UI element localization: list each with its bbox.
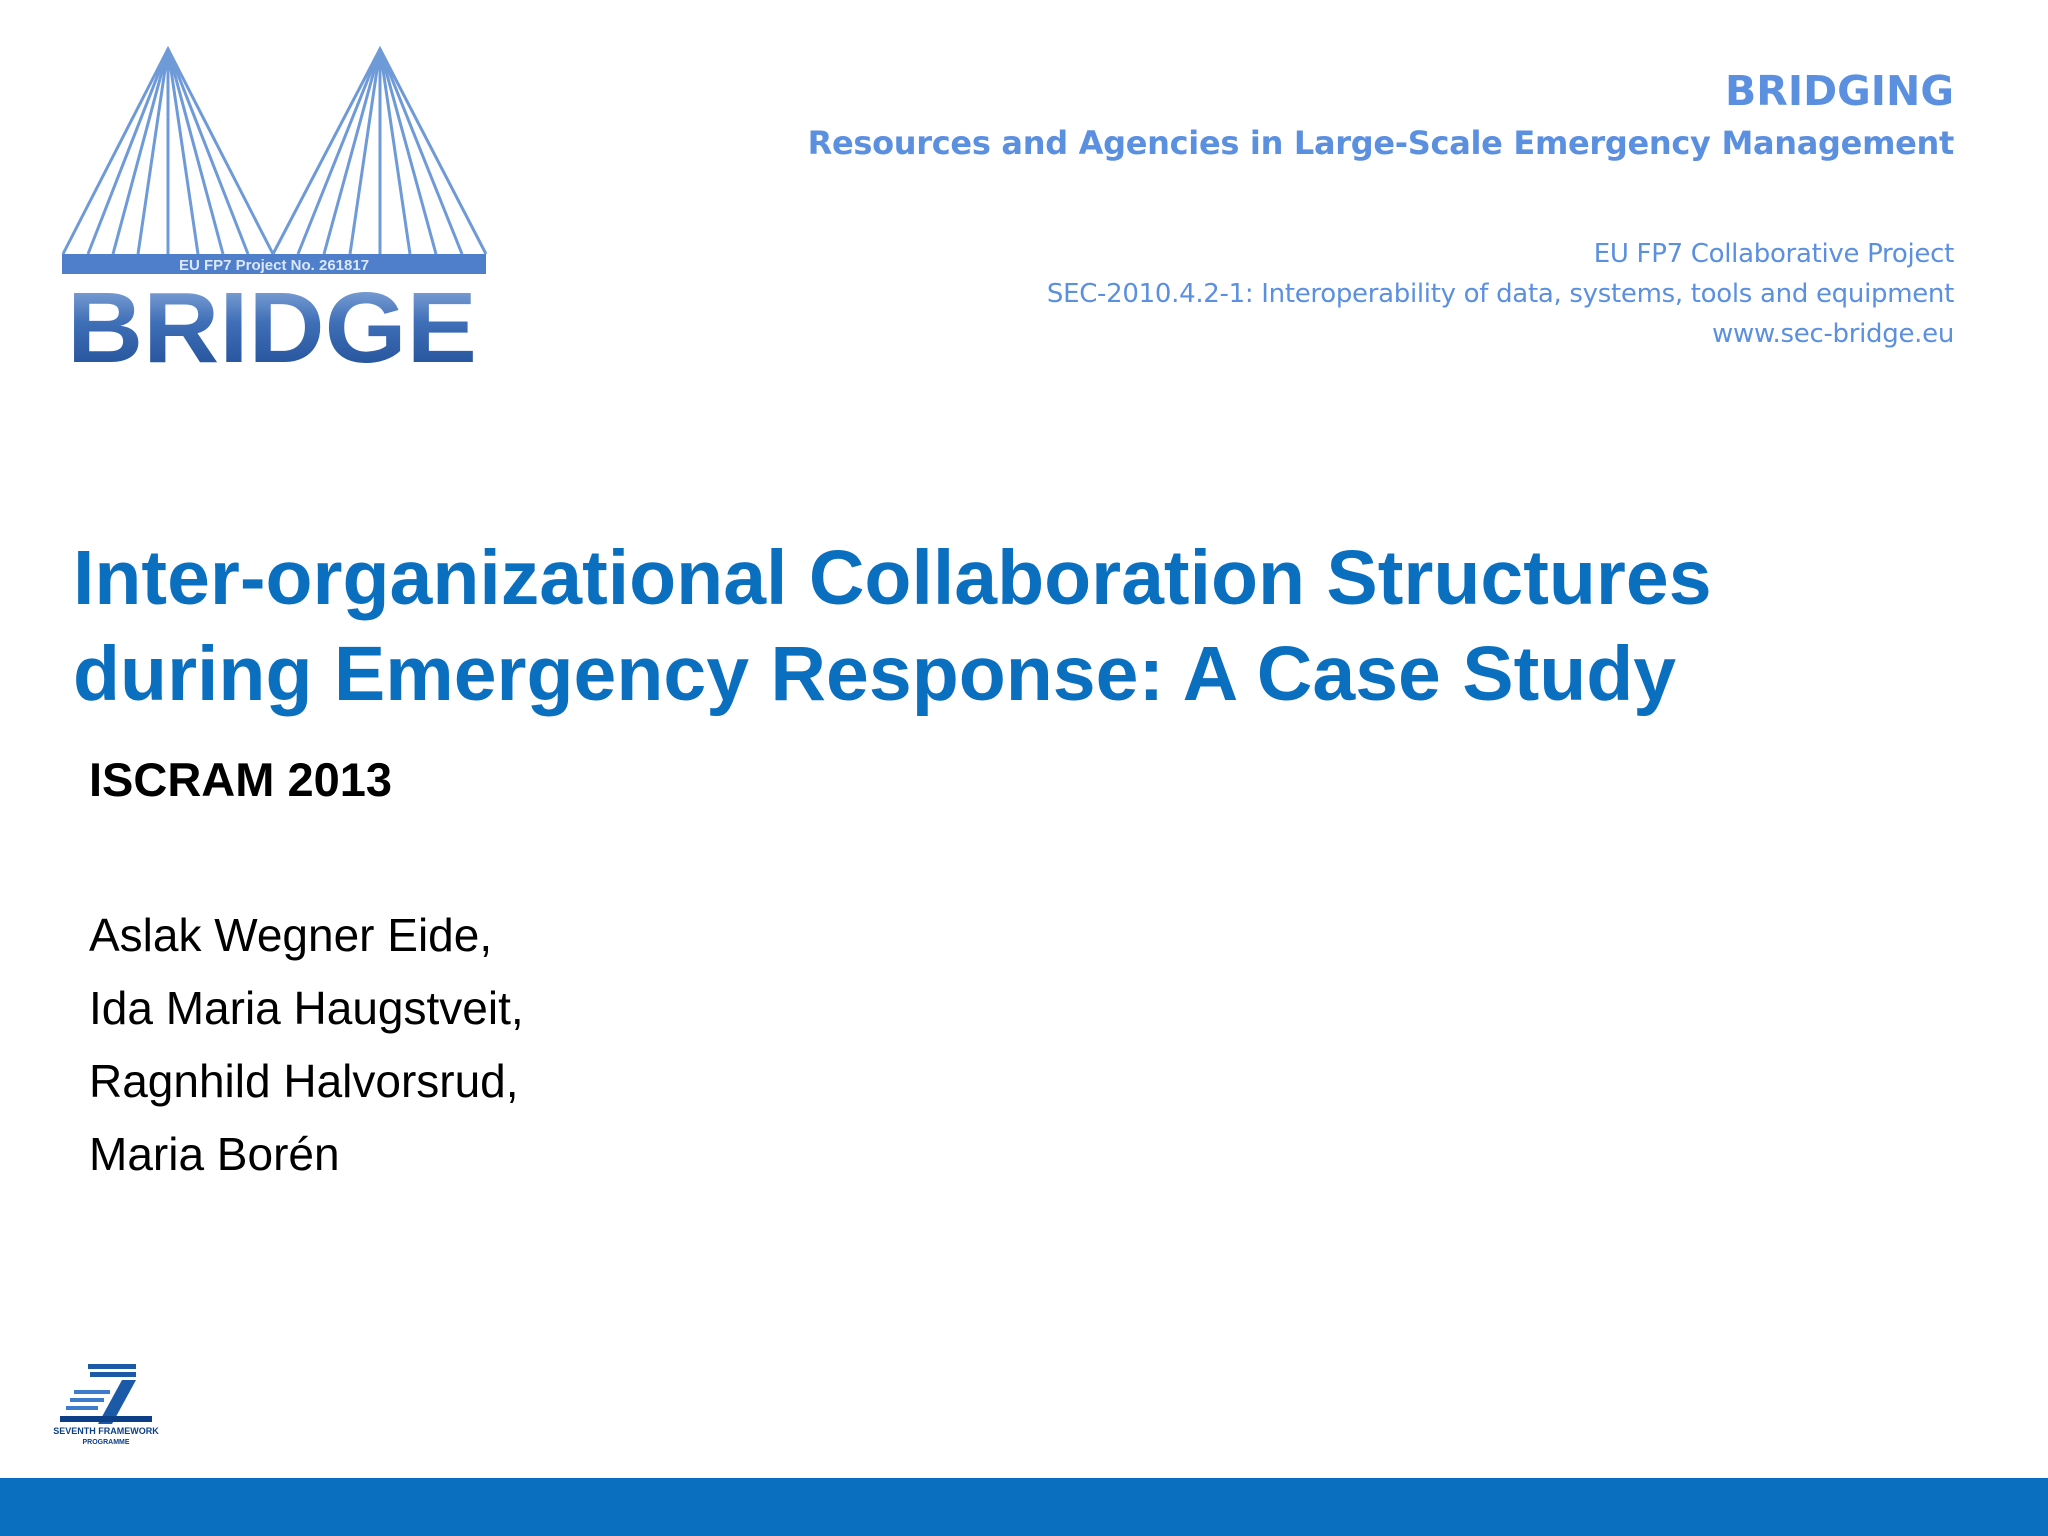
author-name: Maria Borén <box>89 1128 340 1180</box>
conference-label: ISCRAM 2013 <box>89 753 392 806</box>
header-title: BRIDGING <box>1725 67 1954 115</box>
author-list <box>89 899 524 1191</box>
header-subtitle: Resources and Agencies in Large-Scale Emergency Management <box>807 124 1954 162</box>
bridge-logo <box>58 44 488 374</box>
footer-bar <box>0 1478 2048 1536</box>
author-name: Ragnhild Halvorsrud, <box>89 1055 519 1107</box>
logo-band-text: EU FP7 Project No. 261817 <box>178 257 370 274</box>
slide-title-line: Inter-organizational Collaboration Structures <box>73 535 1712 621</box>
project-header <box>808 62 1954 354</box>
author-name: Ida Maria Haugstveit, <box>89 982 524 1034</box>
project-info <box>808 234 1954 354</box>
project-line: SEC-2010.4.2-1: Interoperability of data, systems, tools and equipment <box>1046 279 1954 309</box>
fp7-logo <box>52 1360 160 1448</box>
slide-title-line: during Emergency Response: A Case Study <box>73 631 1677 717</box>
author-name: Aslak Wegner Eide, <box>89 909 493 961</box>
fp7-line1: SEVENTH FRAMEWORK <box>53 1426 159 1436</box>
project-line: EU FP7 Collaborative Project <box>1593 239 1954 269</box>
slide-title <box>73 530 1993 722</box>
fp7-line2: PROGRAMME <box>82 1439 130 1446</box>
logo-wordmark: BRIDGE <box>67 272 477 374</box>
project-url: www.sec-bridge.eu <box>1712 319 1954 349</box>
